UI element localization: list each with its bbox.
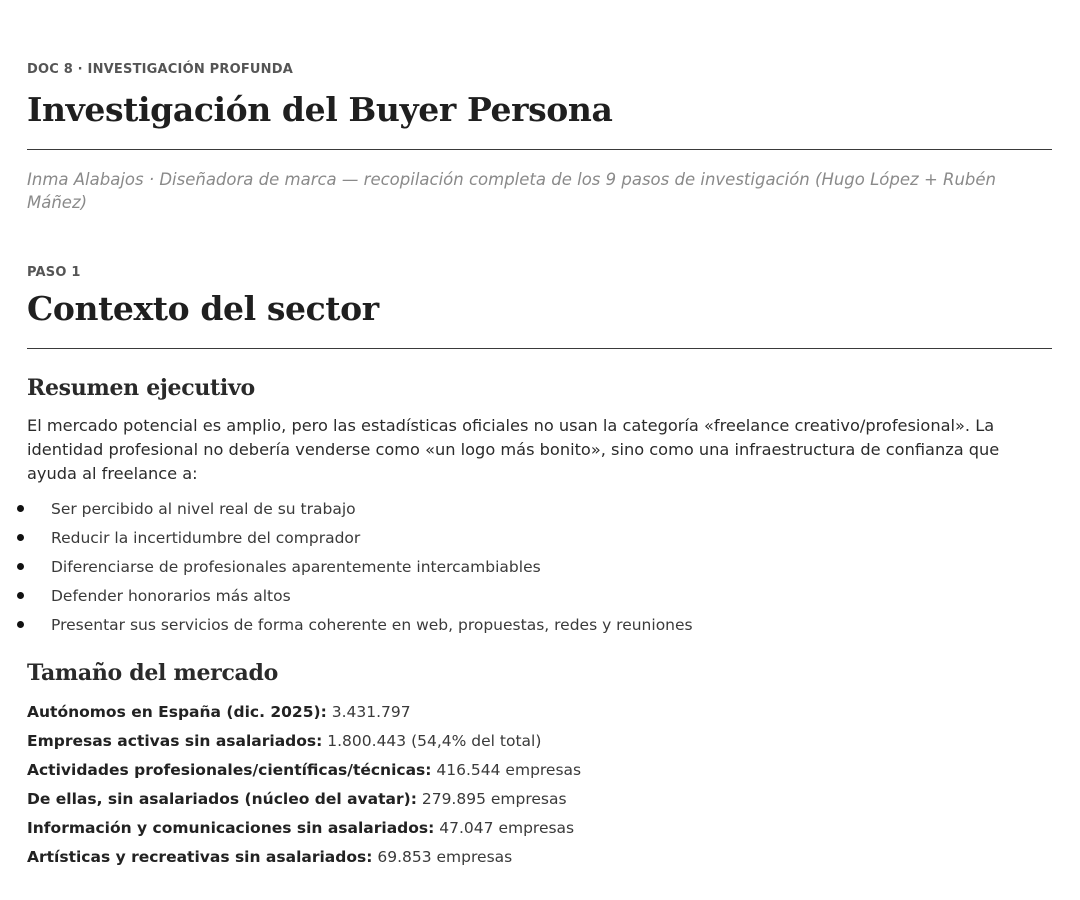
step-title: Contexto del sector xyxy=(27,289,379,328)
step-eyebrow: PASO 1 xyxy=(27,265,81,280)
stat-row xyxy=(27,728,581,757)
list-item-text: Presentar sus servicios de forma coherente en web, propuestas, redes y reuniones xyxy=(51,616,693,634)
document-eyebrow: DOC 8 · INVESTIGACIÓN PROFUNDA xyxy=(27,62,293,77)
bullet-dot-icon xyxy=(17,505,24,512)
stat-value: 3.431.797 xyxy=(331,703,411,721)
stat-value: 279.895 empresas xyxy=(421,790,567,808)
document-subtitle: Inma Alabajos · Diseñadora de marca — recopilación completa de los 9 pasos de investigación (Hugo López + Rubén Máñez) xyxy=(27,170,997,212)
stat-row xyxy=(27,757,581,786)
stat-value: 69.853 empresas xyxy=(377,848,513,866)
stat-label: Empresas activas sin asalariados: xyxy=(27,732,323,750)
stat-label: Autónomos en España (dic. 2025): xyxy=(27,703,327,721)
list-item xyxy=(27,496,693,525)
list-item xyxy=(27,554,693,583)
bullet-dot-icon xyxy=(17,534,24,541)
market-stats-list xyxy=(27,699,581,873)
stat-row xyxy=(27,815,581,844)
stat-row xyxy=(27,844,581,873)
market-heading: Tamaño del mercado xyxy=(27,660,278,686)
summary-heading: Resumen ejecutivo xyxy=(27,375,255,401)
stat-label: Artísticas y recreativas sin asalariados: xyxy=(27,848,373,866)
stat-row xyxy=(27,786,581,815)
stat-label: De ellas, sin asalariados (núcleo del avatar): xyxy=(27,790,417,808)
title-divider xyxy=(27,149,1052,150)
list-item-text: Diferenciarse de profesionales aparentemente intercambiables xyxy=(51,558,541,576)
list-item-text: Reducir la incertidumbre del comprador xyxy=(51,529,361,547)
stat-value: 47.047 empresas xyxy=(439,819,575,837)
list-item-text: Ser percibido al nivel real de su trabajo xyxy=(51,500,356,518)
list-item xyxy=(27,612,693,641)
summary-paragraph: El mercado potencial es amplio, pero las estadísticas oficiales no usan la categoría «freelance creativo/profesional». La identidad profesional no debería venderse como «un logo más bonito», sino como una infraestructura de confianza que ayuda al freelance a: xyxy=(27,416,1000,483)
bullet-dot-icon xyxy=(17,592,24,599)
stat-label: Información y comunicaciones sin asalariados: xyxy=(27,819,435,837)
list-item xyxy=(27,525,693,554)
step-divider xyxy=(27,348,1052,349)
stat-row xyxy=(27,699,581,728)
bullet-dot-icon xyxy=(17,621,24,628)
document-title: Investigación del Buyer Persona xyxy=(27,90,613,129)
summary-bullet-list xyxy=(27,496,693,641)
stat-value: 416.544 empresas xyxy=(436,761,582,779)
list-item xyxy=(27,583,693,612)
stat-label: Actividades profesionales/científicas/técnicas: xyxy=(27,761,432,779)
stat-value: 1.800.443 (54,4% del total) xyxy=(327,732,542,750)
list-item-text: Defender honorarios más altos xyxy=(51,587,291,605)
bullet-dot-icon xyxy=(17,563,24,570)
